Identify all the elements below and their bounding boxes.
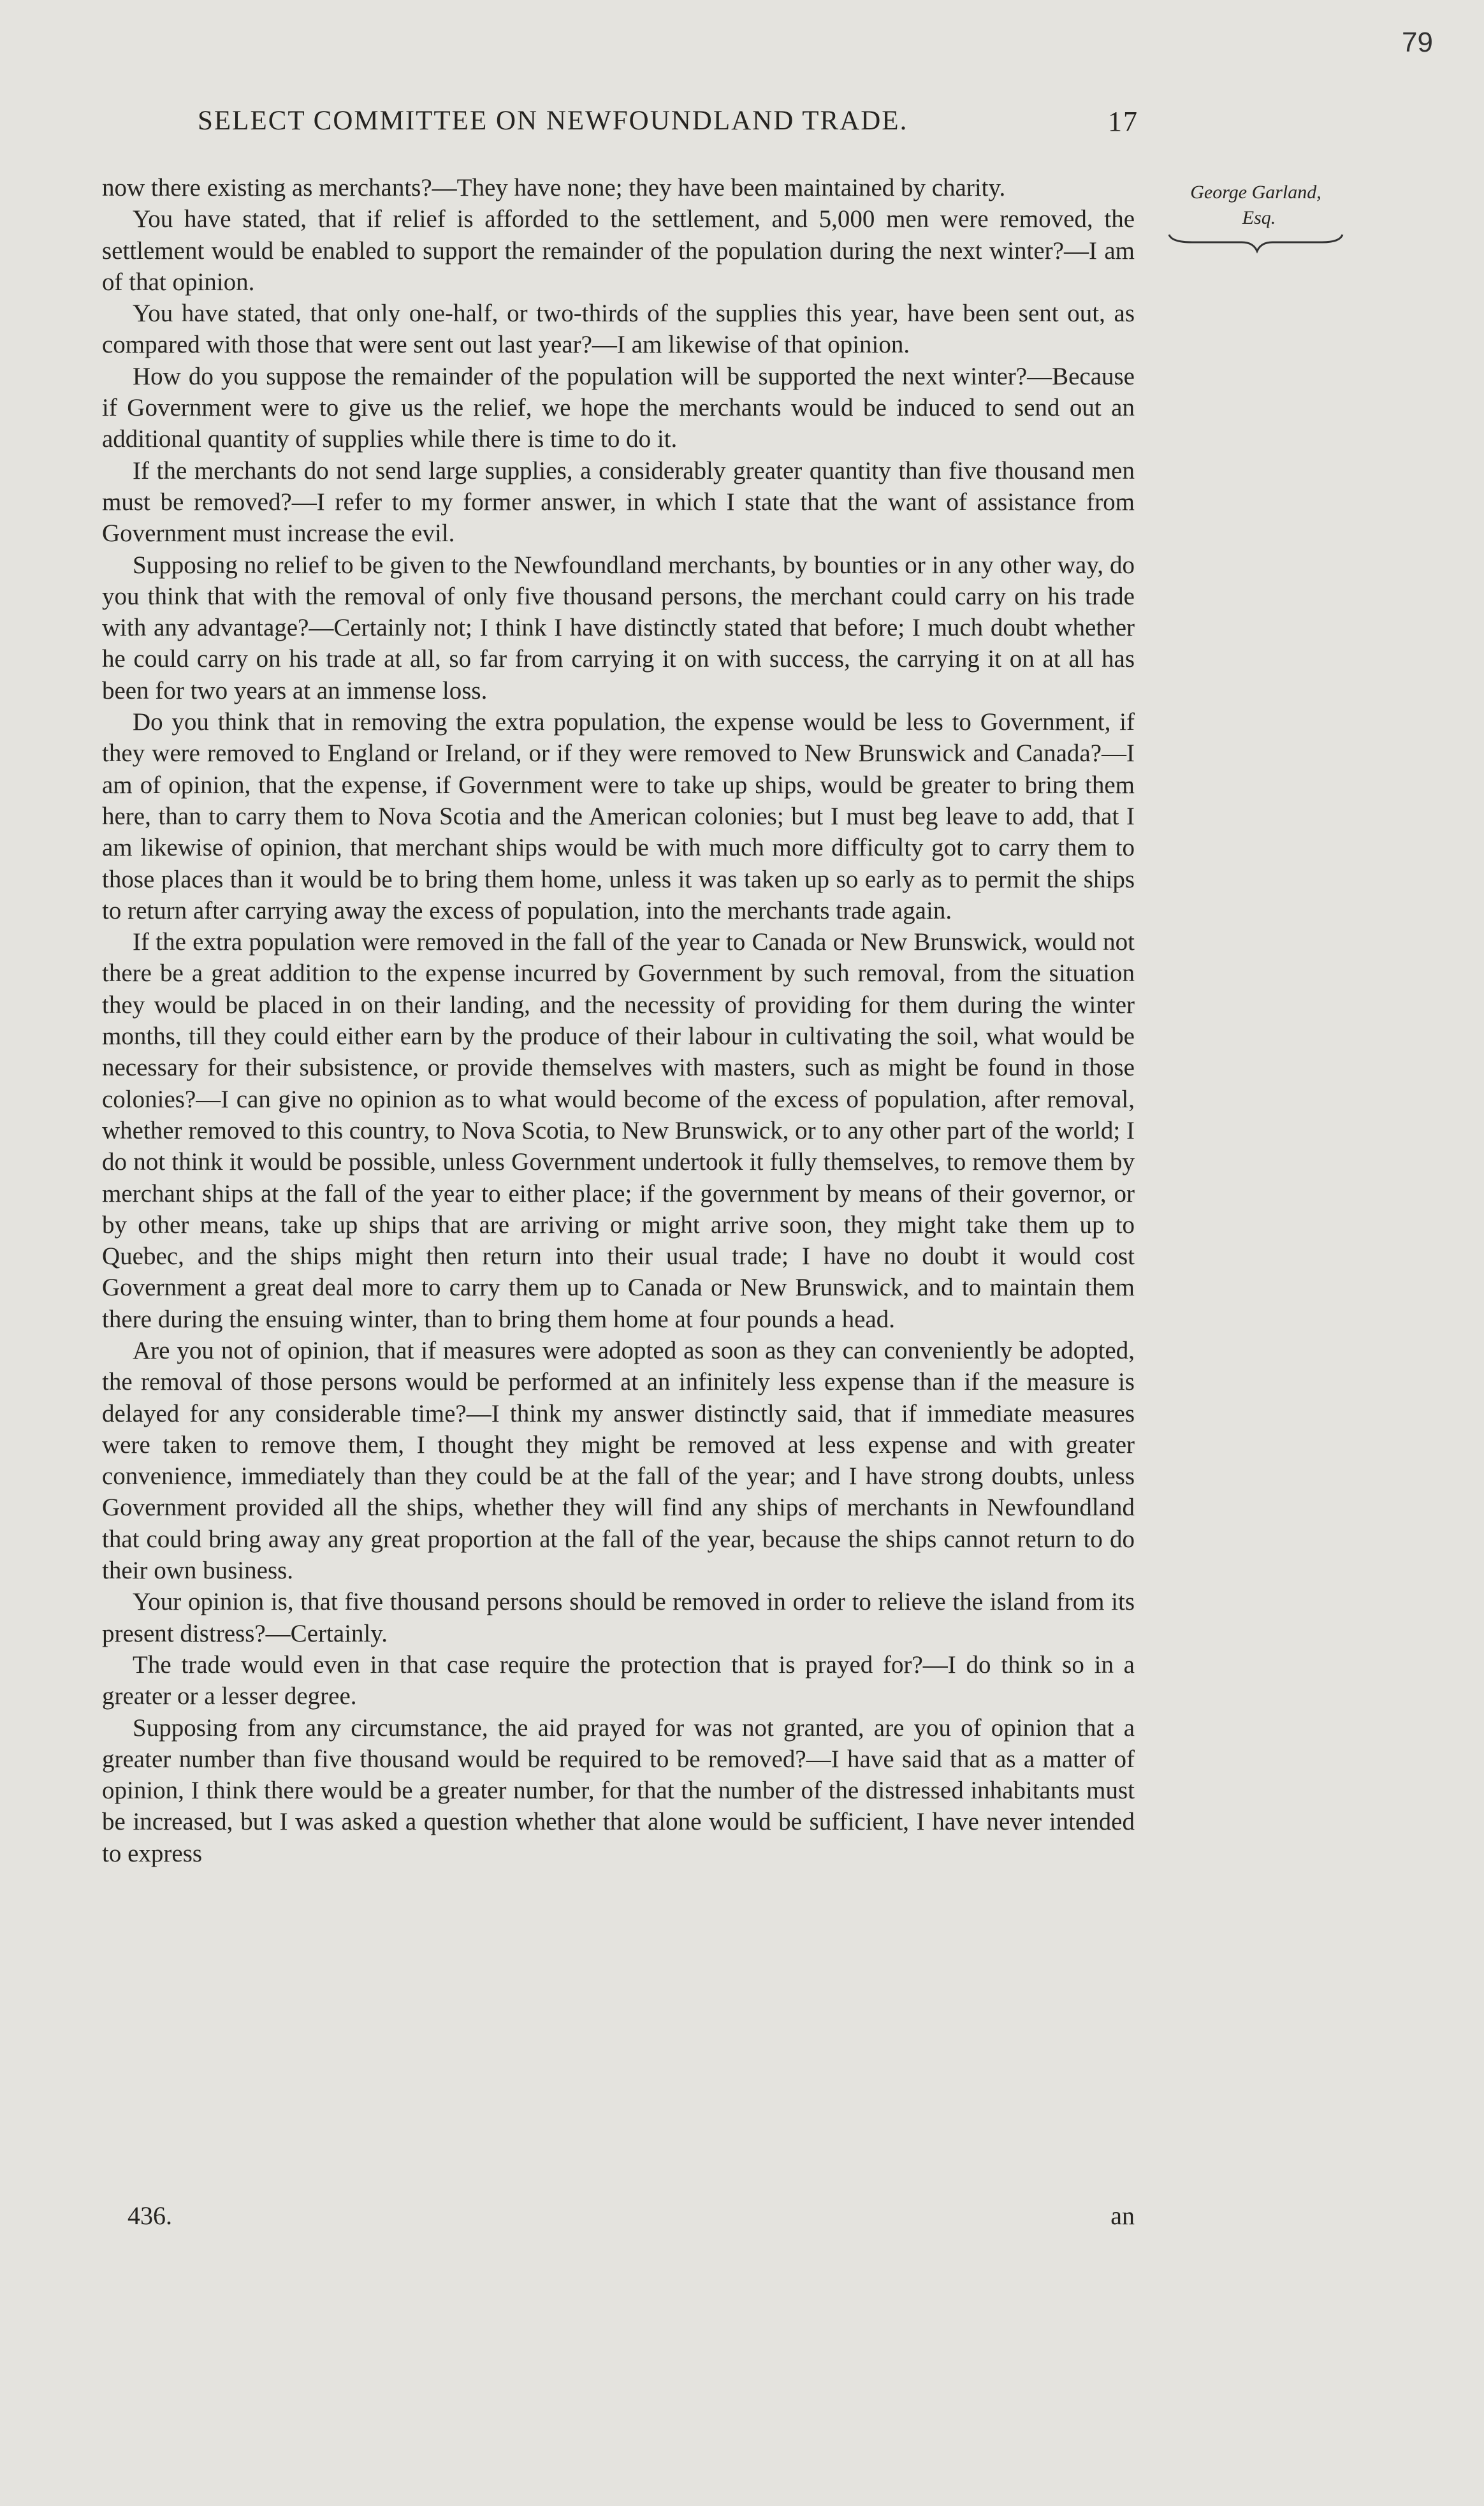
catchword: an bbox=[1110, 2201, 1135, 2230]
paragraph: You have stated, that if relief is afforded to the settlement, and 5,000 men were removed, the settlement would be enabled to support the remainder of the population during the next winter?—I am of that opinion. bbox=[102, 205, 1135, 296]
paragraph: Do you think that in removing the extra population, the expense would be less to Government, if they were removed to England or Ireland, or if they were removed to New Brunswick and Canada?—I am of opinion, that the expense, if Government were to take up ships, would be greater to bring them here, than to carry them to Nova Scotia and the American colonies; but I must beg leave to add, that I am likewise of opinion, that merchant ships would be with much more difficulty got to carry them to those places than it would be to bring them home, unless it was taken up so early as to permit the ships to return after carrying away the excess of population, into the merchants trade again. bbox=[102, 708, 1135, 924]
paragraph: Are you not of opinion, that if measures were adopted as soon as they can conveniently be adopted, the removal of those persons would be performed at an infinitely less expense than if the measure is delayed for any considerable time?—I think my answer distinctly said, that if immediate measures were taken to remove them, I thought they might be removed at less expense and with greater convenience, immediately than they could be at the fall of the year; and I have strong doubts, unless Government provided all the ships, whether they will find any ships of merchants in Newfoundland that could bring away any great proportion at the fall of the year, because the ships cannot return to do their own business. bbox=[102, 1336, 1135, 1585]
paragraph: Your opinion is, that five thousand persons should be removed in order to relieve the island from its present distress?—Certainly. bbox=[102, 1588, 1135, 1647]
paragraph: The trade would even in that case require the protection that is prayed for?—I do think so in a greater or a lesser degree. bbox=[102, 1650, 1135, 1710]
page-number: 17 bbox=[1108, 106, 1138, 137]
margin-note bbox=[1167, 180, 1345, 231]
paragraph: now there existing as merchants?—They have none; they have been maintained by charity. bbox=[102, 174, 1006, 201]
archive-page-number: 79 bbox=[1402, 27, 1433, 58]
paragraph: How do you suppose the remainder of the population will be supported the next winter?—Because if Government were to give us the relief, we hope the merchants would be induced to send out an additional quantity of supplies while there is time to do it. bbox=[102, 362, 1135, 453]
witness-name: George Garland, bbox=[1190, 182, 1321, 203]
witness-suffix: Esq. bbox=[1242, 207, 1276, 228]
paragraph: If the merchants do not send large supplies, a considerably greater quantity than five thousand men must be removed?—I refer to my former answer, in which I state that the want of assistance from Government must increase the evil. bbox=[102, 456, 1135, 548]
paragraph: Supposing from any circumstance, the aid prayed for was not granted, are you of opinion that a greater number than five thousand would be required to be removed?—I have said that as a matter of opinion, I think there would be a greater number, for that the number of the distressed inhabitants must be increased, but I was asked a question whether that alone would be sufficient, I have never intended to express bbox=[102, 1714, 1135, 1867]
paragraph: Supposing no relief to be given to the Newfoundland merchants, by bounties or in any other way, do you think that with the removal of only five thousand persons, the merchant could carry on his trade with any advantage?—Certainly not; I think I have distinctly stated that before; I much doubt whether he could carry on his trade at all, so far from carrying it on with success, the carrying it on at all has been for two years at an immense loss. bbox=[102, 551, 1135, 704]
paragraph: You have stated, that only one-half, or two-thirds of the supplies this year, have been sent out, as compared with those that were sent out last year?—I am likewise of that opinion. bbox=[102, 300, 1135, 359]
running-head bbox=[191, 105, 1141, 138]
margin-brace bbox=[1167, 229, 1345, 261]
running-head-title: SELECT COMMITTEE ON NEWFOUNDLAND TRADE. bbox=[198, 106, 908, 136]
testimony-body bbox=[102, 172, 1135, 1869]
paragraph: If the extra population were removed in the fall of the year to Canada or New Brunswick, would not there be a great addition to the expense incurred by Government by such removal, from the situation they would be placed in on their landing, and the necessity of providing for them during the winter months, till they could either earn by the produce of their labour in cultivating the soil, what would be necessary for their subsistence, or provide themselves with masters, such as might be found in those colonies?—I can give no opinion as to what would become of the excess of population, after removal, whether removed to this country, to Nova Scotia, to New Brunswick, or to any other part of the world; I do not think it would be possible, unless Government undertook it fully themselves, to remove them by merchant ships at the fall of the year to either place; if the government by means of their governor, or by other means, take up ships that are arriving or might arrive soon, they might take them up to Quebec, and the ships might then return into their usual trade; I have no doubt it would cost Government a great deal more to carry them up to Canada or New Brunswick, and to maintain them there during the ensuing winter, than to bring them home at four pounds a head. bbox=[102, 928, 1135, 1333]
page-footer bbox=[127, 2201, 1135, 2231]
signature-mark: 436. bbox=[127, 2201, 172, 2230]
